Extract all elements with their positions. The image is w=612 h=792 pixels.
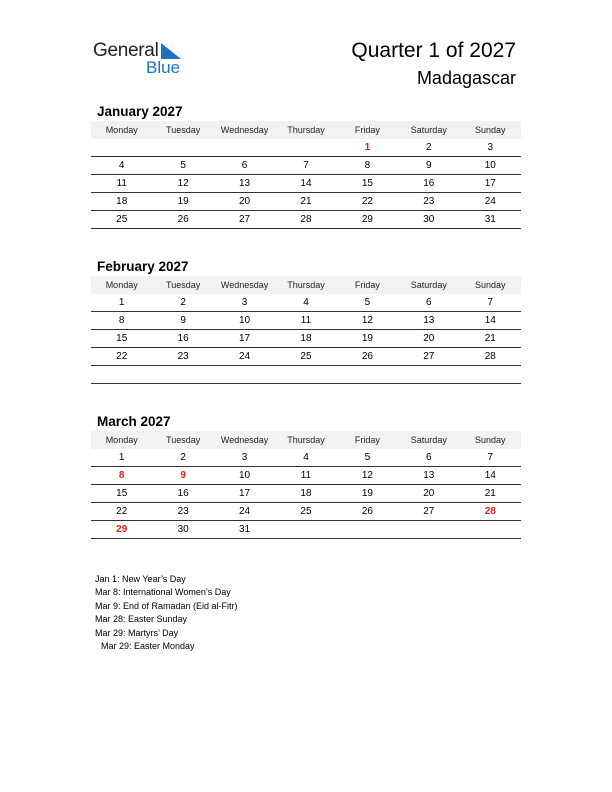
day-cell: 13 <box>214 175 275 193</box>
day-cell: 14 <box>460 467 521 485</box>
weekday-header-row <box>91 276 521 294</box>
logo <box>93 40 193 80</box>
day-cell: 25 <box>275 348 336 366</box>
weekday-header: Friday <box>337 276 398 294</box>
weekday-header: Friday <box>337 431 398 449</box>
month-february <box>91 258 521 384</box>
day-cell: 15 <box>91 330 152 348</box>
month-march <box>91 413 521 539</box>
weekday-header: Wednesday <box>214 121 275 139</box>
day-cell: 7 <box>275 157 336 175</box>
day-cell: 19 <box>152 193 213 211</box>
day-cell: 20 <box>214 193 275 211</box>
day-cell: 7 <box>460 294 521 312</box>
day-cell: 13 <box>398 312 459 330</box>
day-cell: 14 <box>460 312 521 330</box>
day-cell: 21 <box>460 330 521 348</box>
day-cell: 16 <box>152 485 213 503</box>
day-cell: 11 <box>91 175 152 193</box>
day-cell: 5 <box>152 157 213 175</box>
day-cell: 15 <box>337 175 398 193</box>
week-row <box>91 348 521 366</box>
week-row <box>91 485 521 503</box>
day-cell: 24 <box>460 193 521 211</box>
day-cell: 27 <box>398 348 459 366</box>
day-cell: 19 <box>337 330 398 348</box>
weekday-header: Monday <box>91 276 152 294</box>
day-cell: 27 <box>214 211 275 229</box>
weekday-header: Sunday <box>460 276 521 294</box>
holiday-note: Mar 28: Easter Sunday <box>95 614 188 625</box>
week-row <box>91 312 521 330</box>
day-cell: 12 <box>152 175 213 193</box>
weekday-header: Friday <box>337 121 398 139</box>
day-cell: 4 <box>275 449 336 467</box>
day-cell: 16 <box>152 330 213 348</box>
day-cell: 26 <box>152 211 213 229</box>
week-row <box>91 366 521 384</box>
day-cell: 4 <box>275 294 336 312</box>
day-cell: 21 <box>460 485 521 503</box>
day-cell: 17 <box>460 175 521 193</box>
empty-day-cell <box>460 366 521 384</box>
day-cell: 24 <box>214 348 275 366</box>
logo-text-blue: Blue <box>146 58 181 77</box>
day-cell: 9 <box>152 312 213 330</box>
day-cell: 28 <box>275 211 336 229</box>
day-cell: 10 <box>214 312 275 330</box>
empty-day-cell <box>460 521 521 539</box>
month-title: February 2027 <box>97 259 189 274</box>
day-cell: 18 <box>275 330 336 348</box>
calendar-table <box>91 121 521 229</box>
weekday-header: Tuesday <box>152 431 213 449</box>
week-row <box>91 175 521 193</box>
day-cell: 2 <box>398 139 459 157</box>
week-row <box>91 193 521 211</box>
holiday-note: Mar 9: End of Ramadan (Eid al-Fitr) <box>95 600 238 611</box>
day-cell: 29 <box>91 521 152 539</box>
empty-day-cell <box>398 366 459 384</box>
day-cell: 20 <box>398 485 459 503</box>
day-cell: 9 <box>398 157 459 175</box>
weekday-header: Saturday <box>398 276 459 294</box>
day-cell: 13 <box>398 467 459 485</box>
day-cell: 21 <box>275 193 336 211</box>
empty-day-cell <box>152 366 213 384</box>
day-cell: 2 <box>152 449 213 467</box>
weekday-header: Tuesday <box>152 121 213 139</box>
day-cell: 8 <box>91 467 152 485</box>
day-cell: 11 <box>275 312 336 330</box>
empty-day-cell <box>214 366 275 384</box>
week-row <box>91 467 521 485</box>
country-name: Madagascar <box>416 68 516 88</box>
day-cell: 28 <box>460 348 521 366</box>
week-row <box>91 139 521 157</box>
day-cell: 30 <box>398 211 459 229</box>
month-january <box>91 103 521 229</box>
holiday-note: Mar 29: Martyrs’ Day <box>95 627 179 638</box>
calendar-table <box>91 276 521 384</box>
empty-day-cell <box>91 366 152 384</box>
day-cell: 10 <box>214 467 275 485</box>
day-cell: 15 <box>91 485 152 503</box>
day-cell: 31 <box>460 211 521 229</box>
week-row <box>91 330 521 348</box>
day-cell: 18 <box>91 193 152 211</box>
weekday-header: Thursday <box>275 431 336 449</box>
weekday-header: Thursday <box>275 276 336 294</box>
week-row <box>91 294 521 312</box>
day-cell: 3 <box>460 139 521 157</box>
day-cell: 22 <box>91 503 152 521</box>
holiday-note: Mar 8: International Women’s Day <box>95 587 231 598</box>
empty-day-cell <box>275 521 336 539</box>
day-cell: 1 <box>91 449 152 467</box>
day-cell: 19 <box>337 485 398 503</box>
day-cell: 18 <box>275 485 336 503</box>
day-cell: 23 <box>152 348 213 366</box>
holiday-note: Mar 29: Easter Monday <box>101 641 195 652</box>
day-cell: 25 <box>91 211 152 229</box>
day-cell: 7 <box>460 449 521 467</box>
day-cell: 3 <box>214 294 275 312</box>
day-cell: 8 <box>337 157 398 175</box>
week-row <box>91 211 521 229</box>
weekday-header-row <box>91 121 521 139</box>
holiday-note: Jan 1: New Year’s Day <box>95 574 186 584</box>
month-title: March 2027 <box>97 414 171 429</box>
weekday-header: Sunday <box>460 431 521 449</box>
day-cell: 12 <box>337 312 398 330</box>
empty-day-cell <box>337 366 398 384</box>
holiday-notes <box>95 573 238 653</box>
day-cell: 3 <box>214 449 275 467</box>
empty-day-cell <box>214 139 275 157</box>
day-cell: 17 <box>214 330 275 348</box>
day-cell: 8 <box>91 312 152 330</box>
weekday-header: Wednesday <box>214 431 275 449</box>
day-cell: 10 <box>460 157 521 175</box>
day-cell: 1 <box>337 139 398 157</box>
calendar-table <box>91 431 521 539</box>
day-cell: 1 <box>91 294 152 312</box>
day-cell: 6 <box>398 449 459 467</box>
week-row <box>91 449 521 467</box>
day-cell: 12 <box>337 467 398 485</box>
day-cell: 14 <box>275 175 336 193</box>
day-cell: 11 <box>275 467 336 485</box>
day-cell: 26 <box>337 503 398 521</box>
weekday-header: Saturday <box>398 431 459 449</box>
empty-day-cell <box>91 139 152 157</box>
day-cell: 17 <box>214 485 275 503</box>
empty-day-cell <box>152 139 213 157</box>
day-cell: 6 <box>398 294 459 312</box>
day-cell: 20 <box>398 330 459 348</box>
weekday-header-row <box>91 431 521 449</box>
empty-day-cell <box>337 521 398 539</box>
weekday-header: Wednesday <box>214 276 275 294</box>
day-cell: 23 <box>398 193 459 211</box>
weekday-header: Thursday <box>275 121 336 139</box>
day-cell: 23 <box>152 503 213 521</box>
month-title: January 2027 <box>97 104 183 119</box>
day-cell: 24 <box>214 503 275 521</box>
weekday-header: Monday <box>91 431 152 449</box>
day-cell: 2 <box>152 294 213 312</box>
logo-text-general: General <box>93 40 159 61</box>
day-cell: 26 <box>337 348 398 366</box>
weekday-header: Monday <box>91 121 152 139</box>
empty-day-cell <box>275 139 336 157</box>
page-title: Quarter 1 of 2027 <box>351 39 516 62</box>
day-cell: 29 <box>337 211 398 229</box>
day-cell: 6 <box>214 157 275 175</box>
day-cell: 25 <box>275 503 336 521</box>
week-row <box>91 521 521 539</box>
day-cell: 5 <box>337 449 398 467</box>
weekday-header: Tuesday <box>152 276 213 294</box>
weekday-header: Saturday <box>398 121 459 139</box>
day-cell: 16 <box>398 175 459 193</box>
week-row <box>91 157 521 175</box>
day-cell: 5 <box>337 294 398 312</box>
empty-day-cell <box>275 366 336 384</box>
day-cell: 30 <box>152 521 213 539</box>
empty-day-cell <box>398 521 459 539</box>
day-cell: 22 <box>337 193 398 211</box>
logo-triangle-icon <box>161 43 181 59</box>
day-cell: 9 <box>152 467 213 485</box>
day-cell: 4 <box>91 157 152 175</box>
day-cell: 31 <box>214 521 275 539</box>
day-cell: 27 <box>398 503 459 521</box>
week-row <box>91 503 521 521</box>
day-cell: 28 <box>460 503 521 521</box>
day-cell: 22 <box>91 348 152 366</box>
weekday-header: Sunday <box>460 121 521 139</box>
